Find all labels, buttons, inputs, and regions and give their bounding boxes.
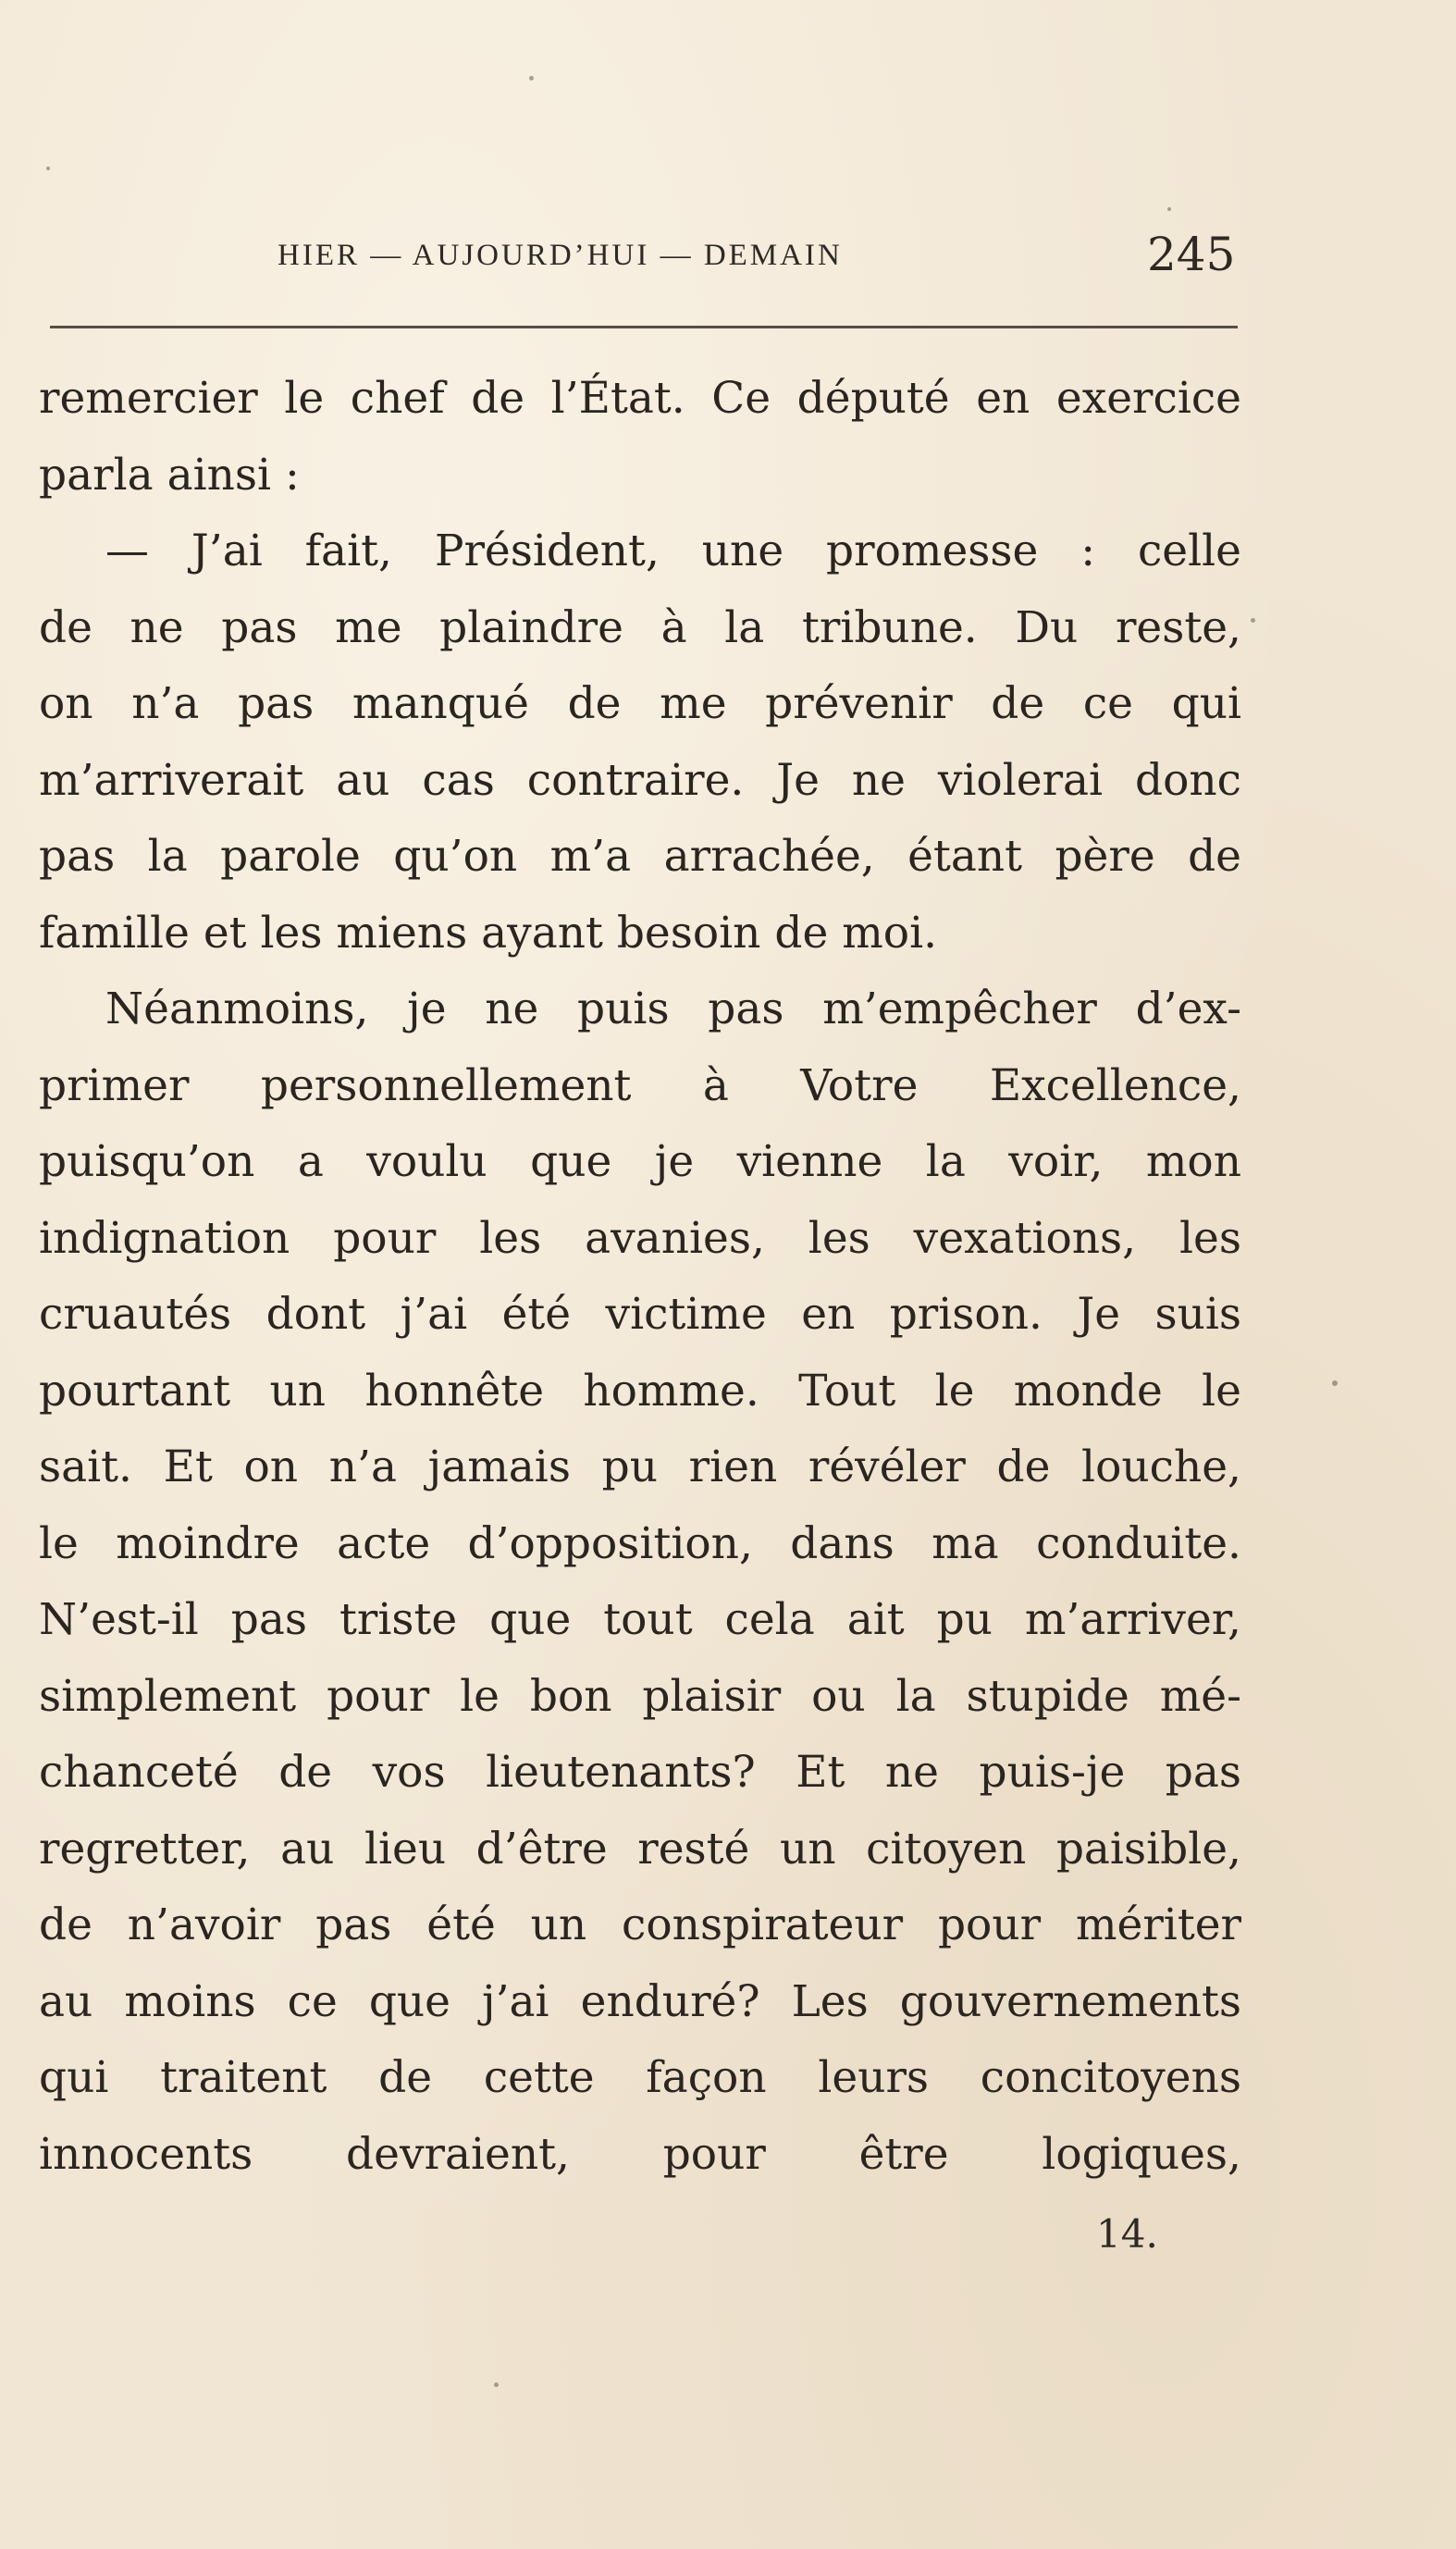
paper-speck	[1251, 618, 1255, 623]
signature-mark: 14.	[1096, 2211, 1158, 2257]
text-line: de ne pas me plaindre à la tribune. Du reste,	[39, 601, 1241, 653]
text-line: Néanmoins, je ne puis pas m’empêcher d’ex-	[105, 984, 1241, 1034]
text-line: m’arriverait au cas contraire. Je ne violerai donc	[39, 754, 1241, 806]
text-line: regretter, au lieu d’être resté un citoyen paisible,	[39, 1823, 1241, 1875]
page-number: 245	[1147, 228, 1236, 281]
text-line: pas la parole qu’on m’a arrachée, étant père de	[39, 831, 1241, 882]
paper-speck	[1167, 207, 1171, 211]
text-line: pourtant un honnête homme. Tout le monde le	[39, 1365, 1241, 1417]
body-text	[39, 361, 1241, 2193]
paper-speck	[529, 76, 534, 80]
text-line: — J’ai fait, Président, une promesse : celle	[105, 526, 1241, 576]
text-line: de n’avoir pas été un conspirateur pour mériter	[39, 1899, 1241, 1950]
text-line: famille et les miens ayant besoin de moi.	[39, 907, 938, 959]
text-line: qui traitent de cette façon leurs concitoyens	[39, 2052, 1241, 2103]
text-line: N’est-il pas triste que tout cela ait pu m’arriver,	[39, 1594, 1241, 1645]
text-line: indignation pour les avanies, les vexations, les	[39, 1212, 1241, 1264]
text-line: primer personnellement à Votre Excellence,	[39, 1059, 1241, 1111]
running-head: HIER — AUJOURD’HUI — DEMAIN	[278, 239, 843, 272]
text-line: chanceté de vos lieutenants? Et ne puis-je pas	[39, 1747, 1241, 1798]
text-line: cruautés dont j’ai été victime en prison. Je suis	[39, 1289, 1241, 1340]
text-line: le moindre acte d’opposition, dans ma conduite.	[39, 1517, 1241, 1569]
text-line: parla ainsi :	[39, 449, 300, 501]
paper-speck	[46, 167, 50, 170]
text-line: on n’a pas manqué de me prévenir de ce qui	[39, 678, 1241, 729]
text-line: innocents devraient, pour être logiques,	[39, 2128, 1241, 2180]
paper-speck	[494, 2382, 499, 2387]
text-line: sait. Et on n’a jamais pu rien révéler de louche,	[39, 1442, 1241, 1492]
paper-speck	[1332, 1380, 1338, 1386]
text-line: simplement pour le bon plaisir ou la stupide mé-	[39, 1670, 1241, 1722]
text-line: au moins ce que j’ai enduré? Les gouvernements	[39, 1975, 1241, 2027]
text-line: remercier le chef de l’État. Ce député en exercice	[39, 373, 1241, 424]
text-line: puisqu’on a voulu que je vienne la voir, mon	[39, 1136, 1241, 1187]
header-rule	[50, 326, 1238, 328]
